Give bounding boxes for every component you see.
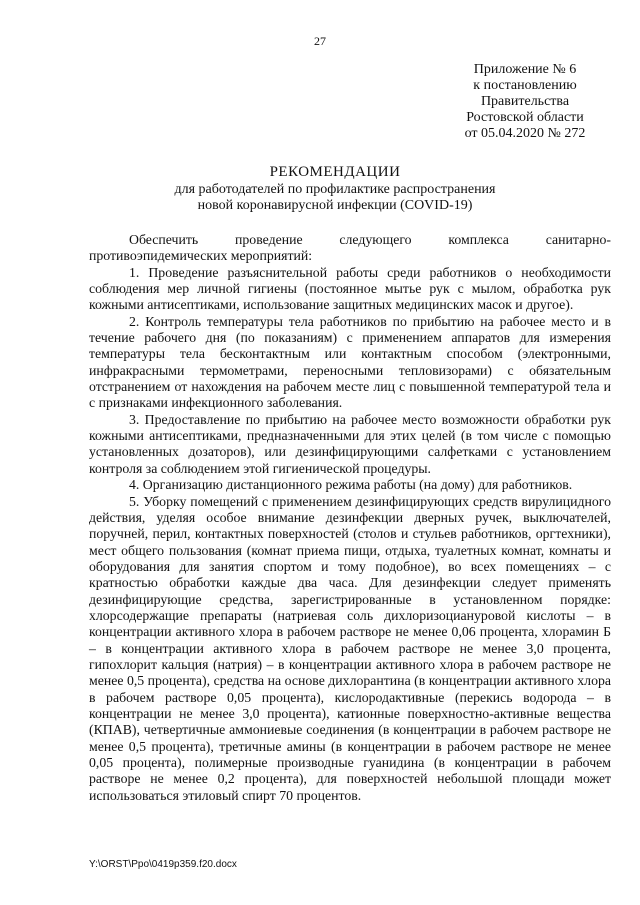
appendix-line: Правительства	[480, 94, 570, 109]
recommendation-item-3: 3. Предоставление по прибытию на рабочее место возможности обработки рук кожными антисептиками, предназначенными для этих целей (в том числе с помощью установленных дозаторов), или дезинфицирующими салфетками с установлением контроля за соблюдением этой гигиенической процедуры.	[89, 411, 611, 476]
appendix-block	[440, 62, 610, 142]
page-number: 27	[314, 34, 326, 48]
document-subtitle-line: для работодателей по профилактике распространения	[174, 182, 496, 197]
appendix-line: от 05.04.2020 № 272	[464, 126, 586, 141]
document-title: РЕКОМЕНДАЦИИ	[269, 164, 401, 180]
appendix-line: Ростовской области	[466, 110, 584, 125]
appendix-line: Приложение № 6	[473, 62, 577, 77]
appendix-line: к постановлению	[473, 78, 577, 93]
footer-file-path: Y:\ORST\Ppo\0419p359.f20.docx	[89, 859, 237, 870]
recommendation-item-4: 4. Организацию дистанционного режима работы (на дому) для работников.	[129, 477, 573, 493]
title-block	[95, 164, 575, 214]
document-subtitle-line: новой коронавирусной инфекции (COVID-19)	[197, 198, 473, 213]
recommendation-item-5: 5. Уборку помещений с применением дезинфицирующих средств вирулицидного действия, уделяя особое внимание дезинфекции дверных ручек, выключателей, поручней, перил, контактных поверхностей (столов и стульев работников, оргтехники), мест общего пользования (комнат приема пищи, отдыха, туалетных комнат, комнаты и оборудования для занятия спортом и тому подобное), во всех помещениях – с кратностью обработки каждые два часа. Для дезинфекции следует применять дезинфицирующие средства, зарегистрированные в установленном порядке: хлорсодержащие препараты (натриевая соль дихлоризоциануровой кислоты – в концентрации активного хлора в рабочем растворе не менее 0,06 процента, хлорамин Б – в концентрации активного хлора в рабочем растворе не менее 3,0 процента, гипохлорит кальция (натрия) – в концентрации активного хлора в рабочем растворе не менее 0,5 процента), средства на основе дихлорантина (в концентрации активного хлора в рабочем растворе 0,05 процента), кислородактивные (перекись водорода – в концентрации не менее 3,0 процента), катионные поверхностно-активные вещества (КПАВ), четвертичные аммониевые соединения (в концентрации в рабочем растворе не менее 0,5 процента), третичные амины (в концентрации в рабочем растворе не менее 0,05 процента), полимерные производные гуанидина (в концентрации в рабочем растворе не менее 0,2 процента), для поверхностей небольшой площади может использоваться этиловый спирт 70 процентов.	[89, 493, 611, 803]
recommendation-item-2: 2. Контроль температуры тела работников по прибытию на рабочее место и в течение рабочего дня (по показаниям) с применением аппаратов для измерения температуры тела бесконтактным или контактным способом (электронными, инфракрасными термометрами, переносными тепловизорами) с обязательным отстранением от нахождения на рабочем месте лиц с повышенной температурой тела и с признаками инфекционного заболевания.	[89, 313, 611, 411]
recommendation-item-1: 1. Проведение разъяснительной работы среди работников о необходимости соблюдения мер личной гигиены (постоянное мытье рук с мылом, обработка рук кожными антисептиками, использование защитных медицинских масок и другое).	[89, 264, 611, 313]
document-body	[89, 232, 611, 804]
intro-paragraph: Обеспечить проведение следующего комплекса санитарно-противоэпидемических мероприятий:	[89, 232, 611, 264]
